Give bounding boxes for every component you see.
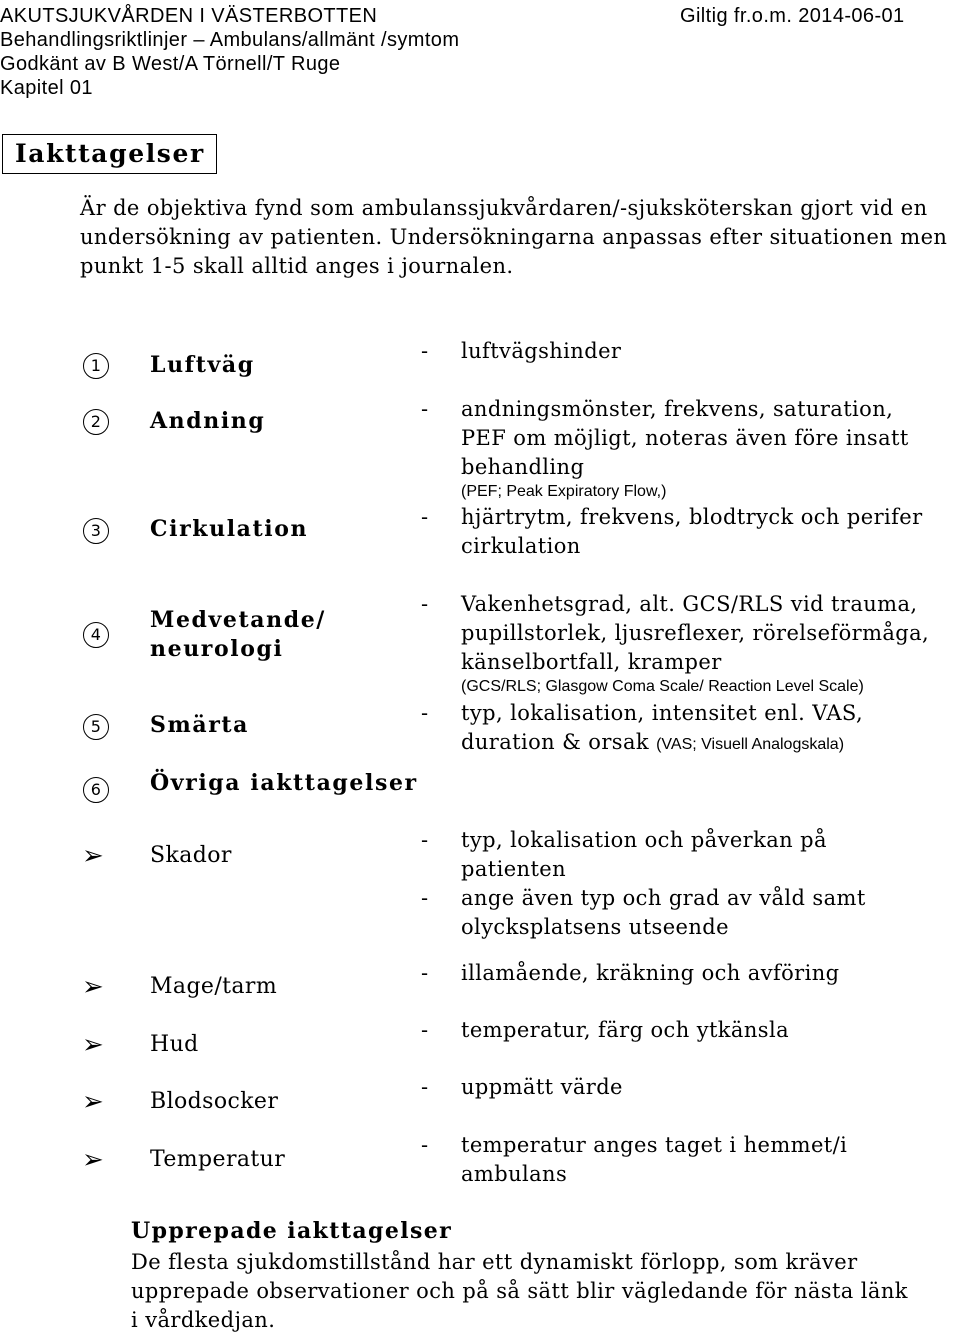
dash: - [421, 1018, 429, 1042]
item-desc-hud [461, 1016, 789, 1045]
arrow-bullet-icon: ➢ [82, 1145, 105, 1175]
label-line: Medvetande/ [150, 607, 326, 633]
label-line: neurologi [150, 636, 284, 662]
footer-title: Upprepade iakttagelser [131, 1218, 453, 1244]
item-label-skador: Skador [150, 843, 232, 868]
desc-line: duration & orsak [461, 730, 649, 754]
arrow-bullet-icon: ➢ [82, 1030, 105, 1060]
intro-line: Är de objektiva fynd som ambulanssjukvårdaren/-sjuksköterskan gjort vid en [80, 196, 928, 220]
item-desc-skador-2 [461, 884, 866, 942]
desc-line: olycksplatsens utseende [461, 915, 729, 939]
desc-line: Vakenhetsgrad, alt. GCS/RLS vid trauma, [461, 592, 918, 616]
arrow-bullet-icon: ➢ [82, 1087, 105, 1117]
arrow-bullet-icon: ➢ [82, 972, 105, 1002]
item-desc-andning [461, 395, 909, 482]
item-label-temperatur: Temperatur [150, 1147, 286, 1172]
footer-line: i vårdkedjan. [131, 1308, 276, 1332]
circled-number-icon: 3 [83, 518, 109, 544]
dash: - [421, 339, 429, 363]
chapter: Kapitel 01 [0, 77, 93, 99]
dash: - [421, 701, 429, 725]
note-vas: (VAS; Visuell Analogskala) [656, 736, 845, 753]
dash: - [421, 592, 429, 616]
footer-line: upprepade observationer och på så sätt blir vägledande för nästa länk [131, 1279, 908, 1303]
section-intro [80, 194, 960, 281]
item-label-ovriga: Övriga iakttagelser [150, 770, 418, 796]
item-desc-blodsocker [461, 1073, 623, 1102]
guideline-title: Behandlingsriktlinjer – Ambulans/allmänt /symtom [0, 29, 460, 51]
item-desc-cirkulation [461, 503, 923, 561]
desc-line: patienten [461, 857, 567, 881]
item-label-smarta: Smärta [150, 712, 250, 738]
item-desc-medvetande [461, 590, 929, 677]
org-name: AKUTSJUKVÅRDEN I VÄSTERBOTTEN [0, 5, 378, 27]
desc-line: luftvägshinder [461, 339, 622, 363]
desc-line: pupillstorlek, ljusreflexer, rörelseförmåga, [461, 621, 930, 645]
item-desc-smarta [461, 699, 863, 759]
arrow-bullet-icon: ➢ [82, 841, 105, 871]
desc-line: cirkulation [461, 534, 581, 558]
dash: - [421, 397, 429, 421]
desc-line: hjärtrytm, frekvens, blodtryck och perifer [461, 505, 923, 529]
approved-by: Godkänt av B West/A Törnell/T Ruge [0, 53, 341, 75]
note-gcs-rls: (GCS/RLS; Glasgow Coma Scale/ Reaction Level Scale) [461, 678, 864, 695]
item-desc-luftvag [461, 337, 621, 366]
desc-line: behandling [461, 455, 585, 479]
item-desc-temperatur [461, 1131, 847, 1189]
item-label-hud: Hud [150, 1032, 199, 1057]
intro-line: punkt 1-5 skall alltid anges i journalen. [80, 254, 514, 278]
desc-line: temperatur, färg och ytkänsla [461, 1018, 789, 1042]
desc-line: typ, lokalisation, intensitet enl. VAS, [461, 701, 864, 725]
circled-number-icon: 4 [83, 622, 109, 648]
desc-line: andningsmönster, frekvens, saturation, [461, 397, 894, 421]
circled-number-icon: 1 [83, 353, 109, 379]
dash: - [421, 886, 429, 910]
section-heading-box [2, 134, 217, 174]
dash: - [421, 1133, 429, 1157]
circled-number-icon: 5 [83, 714, 109, 740]
note-pef: (PEF; Peak Expiratory Flow,) [461, 483, 667, 500]
circled-number-icon: 2 [83, 409, 109, 435]
footer-text [131, 1248, 908, 1335]
desc-line: typ, lokalisation och påverkan på [461, 828, 827, 852]
item-label-medvetande [150, 606, 326, 664]
desc-line: känselbortfall, kramper [461, 650, 722, 674]
desc-line: temperatur anges taget i hemmet/i [461, 1133, 848, 1157]
intro-line: undersökning av patienten. Undersökningarna anpassas efter situationen men [80, 225, 948, 249]
footer-line: De flesta sjukdomstillstånd har ett dynamiskt förlopp, som kräver [131, 1250, 858, 1274]
item-desc-mage [461, 959, 840, 988]
circled-number-icon: 6 [83, 777, 109, 803]
dash: - [421, 505, 429, 529]
desc-line: ambulans [461, 1162, 568, 1186]
item-desc-skador-1 [461, 826, 827, 884]
desc-line: illamående, kräkning och avföring [461, 961, 840, 985]
item-label-andning: Andning [150, 408, 266, 434]
item-label-luftvag: Luftväg [150, 352, 255, 378]
item-label-cirkulation: Cirkulation [150, 516, 309, 542]
desc-line: uppmätt värde [461, 1075, 623, 1099]
desc-line: PEF om möjligt, noteras även före insatt [461, 426, 909, 450]
item-label-mage: Mage/tarm [150, 974, 278, 999]
valid-date: Giltig fr.o.m. 2014-06-01 [680, 5, 905, 27]
dash: - [421, 1075, 429, 1099]
desc-line: ange även typ och grad av våld samt [461, 886, 866, 910]
item-label-blodsocker: Blodsocker [150, 1089, 279, 1114]
dash: - [421, 961, 429, 985]
dash: - [421, 828, 429, 852]
section-title: Iakttagelser [15, 139, 205, 168]
